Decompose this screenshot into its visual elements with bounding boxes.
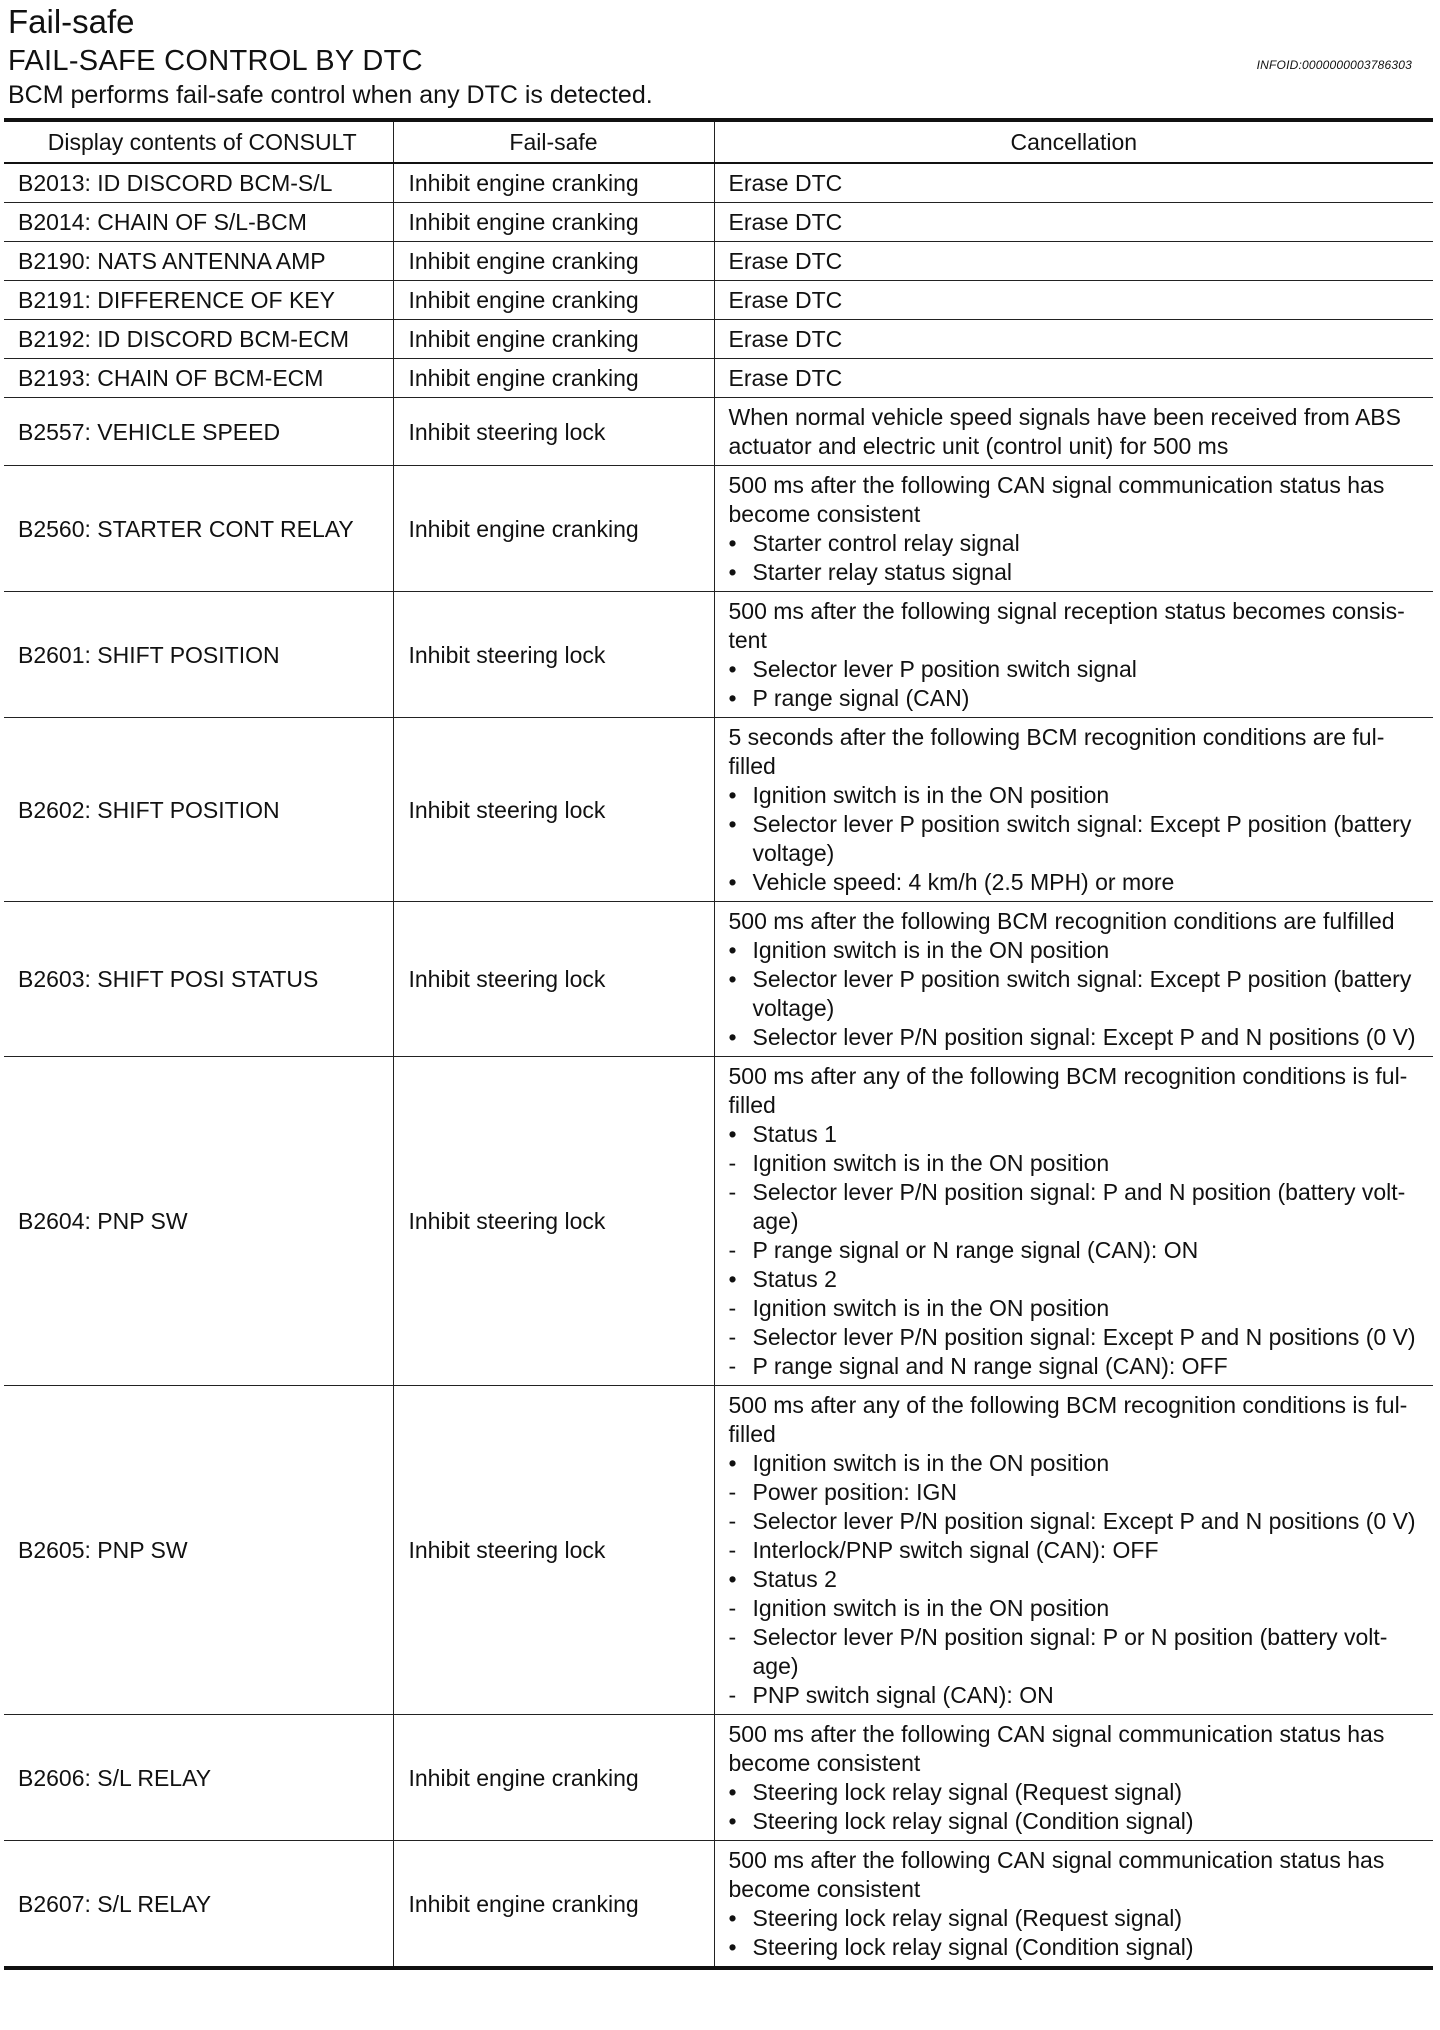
fail-safe-cell: Inhibit engine cranking bbox=[393, 281, 714, 320]
cancellation-text-line: 500 ms after any of the following BCM recognition conditions is ful- bbox=[728, 1392, 1408, 1418]
section-title: FAIL-SAFE CONTROL BY DTC bbox=[8, 45, 423, 77]
cancellation-text-line: 500 ms after the following BCM recognition conditions are fulfilled bbox=[728, 908, 1395, 934]
item-text: P range signal (CAN) bbox=[752, 685, 970, 711]
condition-item bbox=[729, 1536, 1428, 1565]
fail-safe-cell: Inhibit engine cranking bbox=[393, 466, 714, 592]
dtc-cell: B2601: SHIFT POSITION bbox=[4, 592, 393, 718]
condition-item bbox=[729, 781, 1428, 810]
item-text: Ignition switch is in the ON position bbox=[752, 782, 1110, 808]
condition-item bbox=[729, 1778, 1428, 1807]
condition-item bbox=[729, 655, 1428, 684]
intro-text: BCM performs fail-safe control when any DTC is detected. bbox=[8, 81, 653, 109]
cancellation-text-line: Erase DTC bbox=[728, 365, 843, 391]
cancellation-text-line: Erase DTC bbox=[728, 248, 843, 274]
condition-item bbox=[729, 810, 1428, 868]
item-text: Selector lever P position switch signal bbox=[752, 656, 1137, 682]
dtc-cell: B2193: CHAIN OF BCM-ECM bbox=[4, 359, 393, 398]
condition-item bbox=[729, 1352, 1428, 1381]
item-marker: - bbox=[728, 1479, 737, 1505]
table-row bbox=[4, 466, 1433, 592]
item-text: Interlock/PNP switch signal (CAN): OFF bbox=[752, 1537, 1159, 1563]
item-marker: • bbox=[728, 782, 737, 808]
cancellation-cell bbox=[714, 1386, 1433, 1715]
cancellation-cell bbox=[714, 359, 1433, 398]
item-marker: • bbox=[728, 937, 737, 963]
item-marker: - bbox=[728, 1595, 737, 1621]
table-row bbox=[4, 320, 1433, 359]
table-row bbox=[4, 203, 1433, 242]
item-text: Status 1 bbox=[752, 1121, 837, 1147]
table-row bbox=[4, 163, 1433, 203]
condition-item bbox=[729, 529, 1428, 558]
item-marker: • bbox=[728, 656, 737, 682]
table-row bbox=[4, 1057, 1433, 1386]
dtc-cell: B2013: ID DISCORD BCM-S/L bbox=[4, 163, 393, 203]
dtc-cell: B2190: NATS ANTENNA AMP bbox=[4, 242, 393, 281]
cancellation-cell bbox=[714, 1715, 1433, 1841]
item-text: Selector lever P/N position signal: P and N position (battery volt- age) bbox=[752, 1179, 1406, 1234]
condition-item bbox=[729, 1507, 1428, 1536]
table-row bbox=[4, 1715, 1433, 1841]
cancellation-cell bbox=[714, 902, 1433, 1057]
item-text: Ignition switch is in the ON position bbox=[752, 937, 1110, 963]
item-text: Vehicle speed: 4 km/h (2.5 MPH) or more bbox=[752, 869, 1175, 895]
cancellation-text-line: 500 ms after the following CAN signal communication status has bbox=[728, 1721, 1385, 1747]
item-marker: • bbox=[728, 811, 737, 837]
dtc-cell: B2605: PNP SW bbox=[4, 1386, 393, 1715]
condition-item bbox=[729, 936, 1428, 965]
cancellation-text-line: tent bbox=[728, 627, 767, 653]
item-marker: - bbox=[728, 1179, 737, 1205]
fail-safe-cell: Inhibit steering lock bbox=[393, 902, 714, 1057]
cancellation-text-line: 5 seconds after the following BCM recognition conditions are ful- bbox=[728, 724, 1385, 750]
condition-item bbox=[729, 1594, 1428, 1623]
item-marker: • bbox=[728, 1266, 737, 1292]
fail-safe-cell: Inhibit steering lock bbox=[393, 718, 714, 902]
table-row bbox=[4, 398, 1433, 466]
item-marker: • bbox=[728, 559, 737, 585]
item-text: Power position: IGN bbox=[752, 1479, 958, 1505]
item-text: Steering lock relay signal (Request signal) bbox=[752, 1905, 1183, 1931]
item-text: Steering lock relay signal (Condition signal) bbox=[752, 1808, 1194, 1834]
condition-item bbox=[729, 965, 1428, 1023]
fail-safe-cell: Inhibit engine cranking bbox=[393, 163, 714, 203]
fail-safe-table bbox=[4, 118, 1433, 1970]
item-marker: - bbox=[728, 1295, 737, 1321]
header-fail-safe: Fail-safe bbox=[393, 120, 714, 163]
condition-item bbox=[729, 1323, 1428, 1352]
fail-safe-cell: Inhibit engine cranking bbox=[393, 320, 714, 359]
item-marker: • bbox=[728, 1566, 737, 1592]
fail-safe-cell: Inhibit engine cranking bbox=[393, 1715, 714, 1841]
item-text: Status 2 bbox=[752, 1566, 837, 1592]
item-text: Starter relay status signal bbox=[752, 559, 1013, 585]
dtc-cell: B2606: S/L RELAY bbox=[4, 1715, 393, 1841]
item-marker: • bbox=[728, 869, 737, 895]
cancellation-text-line: When normal vehicle speed signals have been received from ABS bbox=[728, 404, 1401, 430]
item-text: P range signal or N range signal (CAN): ON bbox=[752, 1237, 1199, 1263]
condition-item bbox=[729, 1149, 1428, 1178]
info-id: INFOID:0000000003786303 bbox=[1256, 58, 1412, 72]
condition-item bbox=[729, 1120, 1428, 1149]
table-row bbox=[4, 592, 1433, 718]
item-marker: • bbox=[728, 530, 737, 556]
condition-item bbox=[729, 1023, 1428, 1052]
item-marker: • bbox=[728, 685, 737, 711]
item-marker: - bbox=[728, 1353, 737, 1379]
item-text: Ignition switch is in the ON position bbox=[752, 1295, 1110, 1321]
condition-item bbox=[729, 684, 1428, 713]
condition-item bbox=[729, 1478, 1428, 1507]
condition-item bbox=[729, 1265, 1428, 1294]
item-marker: • bbox=[728, 1934, 737, 1960]
cancellation-text-line: filled bbox=[728, 753, 776, 779]
cancellation-text-line: 500 ms after the following CAN signal communication status has bbox=[728, 472, 1385, 498]
cancellation-cell bbox=[714, 592, 1433, 718]
cancellation-text-line: become consistent bbox=[728, 501, 921, 527]
cancellation-text-line: Erase DTC bbox=[728, 326, 843, 352]
condition-item bbox=[729, 1236, 1428, 1265]
item-marker: • bbox=[728, 1779, 737, 1805]
cancellation-cell bbox=[714, 242, 1433, 281]
condition-item bbox=[729, 1807, 1428, 1836]
condition-item bbox=[729, 1565, 1428, 1594]
item-text: Steering lock relay signal (Condition signal) bbox=[752, 1934, 1194, 1960]
fail-safe-cell: Inhibit engine cranking bbox=[393, 242, 714, 281]
dtc-cell: B2557: VEHICLE SPEED bbox=[4, 398, 393, 466]
item-text: Status 2 bbox=[752, 1266, 837, 1292]
fail-safe-cell: Inhibit steering lock bbox=[393, 398, 714, 466]
cancellation-cell bbox=[714, 281, 1433, 320]
dtc-cell: B2560: STARTER CONT RELAY bbox=[4, 466, 393, 592]
item-marker: • bbox=[728, 1808, 737, 1834]
table-row bbox=[4, 281, 1433, 320]
cancellation-text-line: Erase DTC bbox=[728, 209, 843, 235]
condition-item bbox=[729, 868, 1428, 897]
item-text: Selector lever P position switch signal: Except P position (battery voltage) bbox=[752, 966, 1412, 1021]
fail-safe-cell: Inhibit steering lock bbox=[393, 592, 714, 718]
cancellation-cell bbox=[714, 466, 1433, 592]
condition-item bbox=[729, 1904, 1428, 1933]
table-row bbox=[4, 718, 1433, 902]
condition-item bbox=[729, 1294, 1428, 1323]
table-row bbox=[4, 1841, 1433, 1969]
item-marker: - bbox=[728, 1237, 737, 1263]
item-text: Selector lever P/N position signal: Except P and N positions (0 V) bbox=[752, 1024, 1416, 1050]
item-text: P range signal and N range signal (CAN): OFF bbox=[752, 1353, 1228, 1379]
item-text: Selector lever P position switch signal: Except P position (battery voltage) bbox=[752, 811, 1412, 866]
item-text: Selector lever P/N position signal: Except P and N positions (0 V) bbox=[752, 1324, 1416, 1350]
header-display-contents: Display contents of CONSULT bbox=[4, 120, 393, 163]
cancellation-text-line: actuator and electric unit (control unit) for 500 ms bbox=[728, 433, 1229, 459]
cancellation-text-line: filled bbox=[728, 1092, 776, 1118]
cancellation-text-line: 500 ms after any of the following BCM recognition conditions is ful- bbox=[728, 1063, 1408, 1089]
dtc-cell: B2607: S/L RELAY bbox=[4, 1841, 393, 1969]
cancellation-cell bbox=[714, 203, 1433, 242]
cancellation-text-line: 500 ms after the following CAN signal communication status has bbox=[728, 1847, 1385, 1873]
item-text: Ignition switch is in the ON position bbox=[752, 1450, 1110, 1476]
cancellation-text-line: become consistent bbox=[728, 1750, 921, 1776]
table-body bbox=[4, 163, 1433, 1968]
item-marker: • bbox=[728, 1905, 737, 1931]
page-title: Fail-safe bbox=[8, 3, 135, 40]
item-marker: - bbox=[728, 1324, 737, 1350]
cancellation-text-line: 500 ms after the following signal reception status becomes consis- bbox=[728, 598, 1405, 624]
item-marker: - bbox=[728, 1150, 737, 1176]
item-text: Starter control relay signal bbox=[752, 530, 1020, 556]
dtc-cell: B2603: SHIFT POSI STATUS bbox=[4, 902, 393, 1057]
header-cancellation: Cancellation bbox=[714, 120, 1433, 163]
cancellation-cell bbox=[714, 1841, 1433, 1969]
cancellation-text-line: Erase DTC bbox=[728, 287, 843, 313]
fail-safe-cell: Inhibit engine cranking bbox=[393, 203, 714, 242]
dtc-cell: B2604: PNP SW bbox=[4, 1057, 393, 1386]
item-marker: - bbox=[728, 1537, 737, 1563]
cancellation-cell bbox=[714, 398, 1433, 466]
fail-safe-cell: Inhibit engine cranking bbox=[393, 359, 714, 398]
item-text: Selector lever P/N position signal: P or N position (battery volt- age) bbox=[752, 1624, 1388, 1679]
item-marker: • bbox=[728, 1024, 737, 1050]
dtc-cell: B2191: DIFFERENCE OF KEY bbox=[4, 281, 393, 320]
cancellation-text-line: filled bbox=[728, 1421, 776, 1447]
dtc-cell: B2014: CHAIN OF S/L-BCM bbox=[4, 203, 393, 242]
table-row bbox=[4, 359, 1433, 398]
item-text: Steering lock relay signal (Request signal) bbox=[752, 1779, 1183, 1805]
item-text: Selector lever P/N position signal: Except P and N positions (0 V) bbox=[752, 1508, 1416, 1534]
item-marker: - bbox=[728, 1624, 737, 1650]
cancellation-cell bbox=[714, 320, 1433, 359]
fail-safe-cell: Inhibit steering lock bbox=[393, 1386, 714, 1715]
cancellation-cell bbox=[714, 718, 1433, 902]
condition-item bbox=[729, 1681, 1428, 1710]
fail-safe-cell: Inhibit engine cranking bbox=[393, 1841, 714, 1969]
item-marker: • bbox=[728, 1121, 737, 1147]
item-text: Ignition switch is in the ON position bbox=[752, 1150, 1110, 1176]
item-marker: - bbox=[728, 1508, 737, 1534]
dtc-cell: B2602: SHIFT POSITION bbox=[4, 718, 393, 902]
condition-item bbox=[729, 1933, 1428, 1962]
cancellation-text-line: become consistent bbox=[728, 1876, 921, 1902]
table-row bbox=[4, 242, 1433, 281]
table-row bbox=[4, 1386, 1433, 1715]
condition-item bbox=[729, 1623, 1428, 1681]
condition-item bbox=[729, 1449, 1428, 1478]
condition-item bbox=[729, 558, 1428, 587]
condition-item bbox=[729, 1178, 1428, 1236]
item-text: PNP switch signal (CAN): ON bbox=[752, 1682, 1054, 1708]
table-header-row bbox=[4, 120, 1433, 163]
table-row bbox=[4, 902, 1433, 1057]
cancellation-text-line: Erase DTC bbox=[728, 170, 843, 196]
cancellation-cell bbox=[714, 1057, 1433, 1386]
fail-safe-cell: Inhibit steering lock bbox=[393, 1057, 714, 1386]
item-marker: - bbox=[728, 1682, 737, 1708]
item-marker: • bbox=[728, 1450, 737, 1476]
cancellation-cell bbox=[714, 163, 1433, 203]
dtc-cell: B2192: ID DISCORD BCM-ECM bbox=[4, 320, 393, 359]
item-text: Ignition switch is in the ON position bbox=[752, 1595, 1110, 1621]
item-marker: • bbox=[728, 966, 737, 992]
